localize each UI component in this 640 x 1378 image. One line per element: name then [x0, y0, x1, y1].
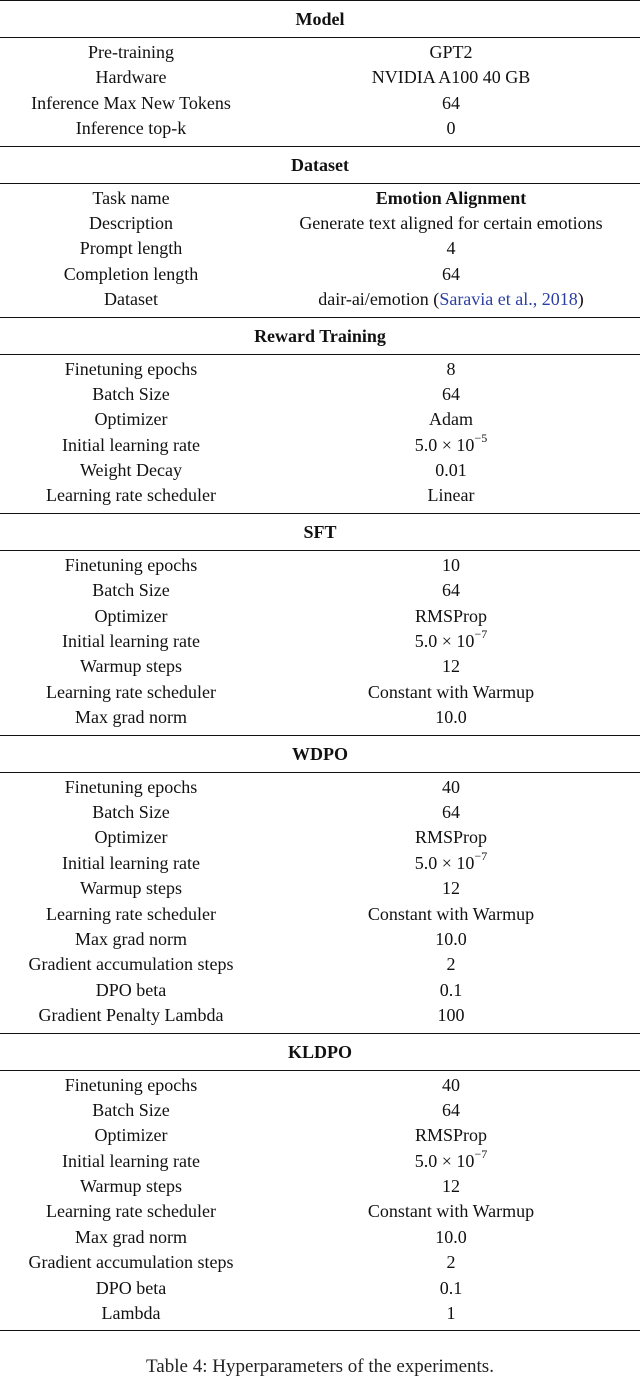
param-value-text: 12 — [442, 1176, 460, 1197]
param-name: Inference top-k — [75, 118, 187, 139]
param-value — [262, 775, 640, 800]
param-value — [262, 654, 640, 679]
param-name: Warmup steps — [79, 656, 183, 677]
table-row — [0, 629, 640, 654]
table-row — [0, 1199, 640, 1224]
param-name: Finetuning epochs — [64, 776, 198, 797]
param-name: Optimizer — [94, 827, 168, 848]
param-value-text: Constant with Warmup — [367, 681, 535, 702]
param-value-text: 40 — [442, 776, 460, 797]
table-row — [0, 800, 640, 825]
param-name: Initial learning rate — [62, 1150, 200, 1171]
param-value — [262, 1073, 640, 1098]
param-name: Batch Size — [92, 801, 170, 822]
param-value-text: Constant with Warmup — [367, 1201, 535, 1222]
param-value — [262, 287, 640, 312]
table-row — [0, 825, 640, 850]
table-row — [0, 116, 640, 141]
table-caption: Table 4: Hyperparameters of the experiments. — [146, 1356, 494, 1377]
table-row — [0, 458, 640, 483]
param-name: Hardware — [95, 67, 167, 88]
param-value-text: 0 — [446, 118, 456, 139]
param-name: Initial learning rate — [62, 631, 200, 652]
param-name: Max grad norm — [75, 928, 187, 949]
param-value-text: 12 — [442, 878, 460, 899]
param-value-text: 10.0 — [435, 707, 467, 728]
table-row — [0, 978, 640, 1003]
param-name: Learning rate scheduler — [46, 903, 216, 924]
param-name: Warmup steps — [79, 1176, 183, 1197]
table-row — [0, 604, 640, 629]
param-name: Optimizer — [94, 605, 168, 626]
bottom-rule — [0, 1330, 640, 1331]
param-name: Learning rate scheduler — [46, 1201, 216, 1222]
param-value-text: 4 — [446, 238, 456, 259]
section-header: KLDPO — [287, 1041, 352, 1062]
param-value-text: NVIDIA A100 40 GB — [371, 67, 531, 88]
param-value-text: 2 — [446, 954, 456, 975]
param-name: Warmup steps — [79, 878, 183, 899]
param-value — [262, 1199, 640, 1224]
param-value — [262, 186, 640, 211]
table-row — [0, 775, 640, 800]
param-value — [262, 430, 640, 458]
param-name: Pre-training — [88, 42, 174, 62]
table-row — [0, 902, 640, 927]
param-value-text: RMSProp — [414, 827, 488, 848]
param-value-text: 40 — [442, 1074, 460, 1095]
param-value — [262, 357, 640, 382]
param-name: Initial learning rate — [62, 852, 200, 873]
table-row — [0, 1250, 640, 1275]
citation-link[interactable]: Saravia et al., 2018 — [439, 289, 578, 310]
section-header: Dataset — [291, 154, 349, 175]
param-name: Lambda — [101, 1303, 161, 1324]
section-header: SFT — [303, 521, 337, 542]
param-value-text: 64 — [442, 263, 460, 284]
param-value-text: 100 — [437, 1005, 465, 1026]
param-value — [262, 458, 640, 483]
param-value — [262, 1301, 640, 1326]
param-value-text: 10.0 — [435, 1226, 467, 1247]
param-value-text: 5.0 × 10 — [414, 852, 475, 873]
param-value — [262, 876, 640, 901]
param-name: Description — [89, 212, 173, 233]
param-value-text: 5.0 × 10 — [414, 1150, 475, 1171]
param-value-text: Linear — [427, 485, 475, 506]
table-row — [0, 927, 640, 952]
param-name: Weight Decay — [79, 460, 182, 481]
param-value-text: 0.1 — [439, 1277, 463, 1298]
param-value-text: 64 — [442, 801, 460, 822]
param-value-text: 5.0 × 10 — [414, 631, 475, 652]
param-name: Learning rate scheduler — [46, 681, 216, 702]
param-value — [262, 116, 640, 141]
param-value — [262, 952, 640, 977]
param-value-text: 5.0 × 10 — [414, 434, 475, 455]
param-name: Inference Max New Tokens — [31, 92, 231, 113]
param-value — [262, 927, 640, 952]
param-name: Completion length — [63, 263, 199, 284]
table-row — [0, 357, 640, 382]
table-row — [0, 1276, 640, 1301]
param-value-text: dair-ai/emotion ( — [318, 289, 440, 310]
param-value-text: 64 — [442, 1099, 460, 1120]
table-row — [0, 287, 640, 312]
section-rows — [0, 38, 640, 146]
param-name: Max grad norm — [75, 707, 187, 728]
param-name: DPO beta — [95, 979, 167, 1000]
table-row — [0, 236, 640, 261]
param-value-text: RMSProp — [414, 1125, 488, 1146]
param-value — [262, 1003, 640, 1028]
table-row — [0, 553, 640, 578]
table-row — [0, 1225, 640, 1250]
param-value-text: 64 — [442, 383, 460, 404]
param-value — [262, 978, 640, 1003]
param-value — [262, 629, 640, 654]
param-value — [262, 483, 640, 508]
param-value — [262, 604, 640, 629]
param-value-text: Adam — [429, 409, 473, 430]
param-value — [262, 262, 640, 287]
param-value — [262, 902, 640, 927]
param-value — [262, 1225, 640, 1250]
param-value — [262, 382, 640, 407]
table-row — [0, 705, 640, 730]
section-rows — [0, 551, 640, 735]
section-header: Model — [295, 9, 345, 29]
exponent: −5 — [474, 430, 488, 445]
table-row — [0, 1098, 640, 1123]
param-name: Gradient Penalty Lambda — [38, 1005, 224, 1026]
table-row — [0, 382, 640, 407]
param-value — [262, 680, 640, 705]
table-row — [0, 848, 640, 876]
exponent: −7 — [474, 848, 488, 863]
param-value-text: 2 — [446, 1252, 456, 1273]
table-row — [0, 1301, 640, 1326]
table-row — [0, 578, 640, 603]
table-row — [0, 1003, 640, 1028]
exponent: −7 — [474, 1146, 488, 1161]
param-name: Dataset — [104, 289, 158, 310]
param-name: Finetuning epochs — [64, 1074, 198, 1095]
param-name: Learning rate scheduler — [46, 485, 216, 506]
section-header: WDPO — [292, 743, 348, 764]
table-row — [0, 483, 640, 508]
param-name: Batch Size — [92, 1099, 170, 1120]
table-row — [0, 1073, 640, 1098]
param-value-text: 10.0 — [435, 928, 467, 949]
table-row — [0, 876, 640, 901]
param-value — [262, 1098, 640, 1123]
param-value-text: GPT2 — [429, 42, 473, 62]
table-row — [0, 40, 640, 65]
param-name: Task name — [92, 187, 170, 208]
param-value — [262, 1146, 640, 1174]
param-value — [262, 1276, 640, 1301]
param-value-text: 12 — [442, 656, 460, 677]
param-value — [262, 1174, 640, 1199]
exponent: −7 — [474, 627, 488, 642]
param-name: Max grad norm — [75, 1226, 187, 1247]
param-value — [262, 553, 640, 578]
param-value-text: Emotion Alignment — [375, 187, 527, 208]
param-value-text: 64 — [442, 580, 460, 601]
param-value-text: Generate text aligned for certain emotions — [299, 212, 603, 233]
table-row — [0, 407, 640, 432]
section-rows — [0, 355, 640, 513]
param-value-text: Constant with Warmup — [367, 903, 535, 924]
section-rows — [0, 1071, 640, 1331]
section-header: Reward Training — [254, 325, 386, 346]
param-value — [262, 211, 640, 236]
table-row — [0, 91, 640, 116]
param-value-text: 10 — [442, 554, 460, 575]
param-name: Optimizer — [94, 409, 168, 430]
param-name: Batch Size — [92, 580, 170, 601]
param-name: Gradient accumulation steps — [28, 1252, 234, 1273]
param-value-text: 0.1 — [439, 979, 463, 1000]
param-value — [262, 91, 640, 116]
param-value — [262, 236, 640, 261]
param-value-tail: ) — [577, 289, 584, 310]
param-name: Finetuning epochs — [64, 358, 198, 379]
param-value — [262, 65, 640, 90]
param-name: Prompt length — [79, 238, 183, 259]
table-row — [0, 1123, 640, 1148]
table-row — [0, 654, 640, 679]
table-row — [0, 1174, 640, 1199]
table-row — [0, 211, 640, 236]
param-name: Batch Size — [92, 383, 170, 404]
table-row — [0, 680, 640, 705]
param-value-text: 64 — [442, 92, 460, 113]
table-row — [0, 1146, 640, 1174]
param-name: Finetuning epochs — [64, 554, 198, 575]
table-row — [0, 262, 640, 287]
section-rows — [0, 773, 640, 1033]
param-value — [262, 848, 640, 876]
param-name: Initial learning rate — [62, 434, 200, 455]
param-value — [262, 705, 640, 730]
param-name: Optimizer — [94, 1125, 168, 1146]
param-name: Gradient accumulation steps — [28, 954, 234, 975]
param-value-text: 8 — [446, 358, 456, 379]
param-value — [262, 578, 640, 603]
table-row — [0, 952, 640, 977]
table-row — [0, 186, 640, 211]
param-value — [262, 1123, 640, 1148]
param-value-text: 1 — [446, 1303, 456, 1324]
param-value — [262, 40, 640, 65]
param-value-text: 0.01 — [435, 460, 467, 481]
param-value — [262, 407, 640, 432]
section-rows — [0, 184, 640, 317]
param-value — [262, 1250, 640, 1275]
param-name: DPO beta — [95, 1277, 167, 1298]
table-row — [0, 65, 640, 90]
param-value — [262, 800, 640, 825]
table-row — [0, 430, 640, 458]
param-value-text: RMSProp — [414, 605, 488, 626]
param-value — [262, 825, 640, 850]
